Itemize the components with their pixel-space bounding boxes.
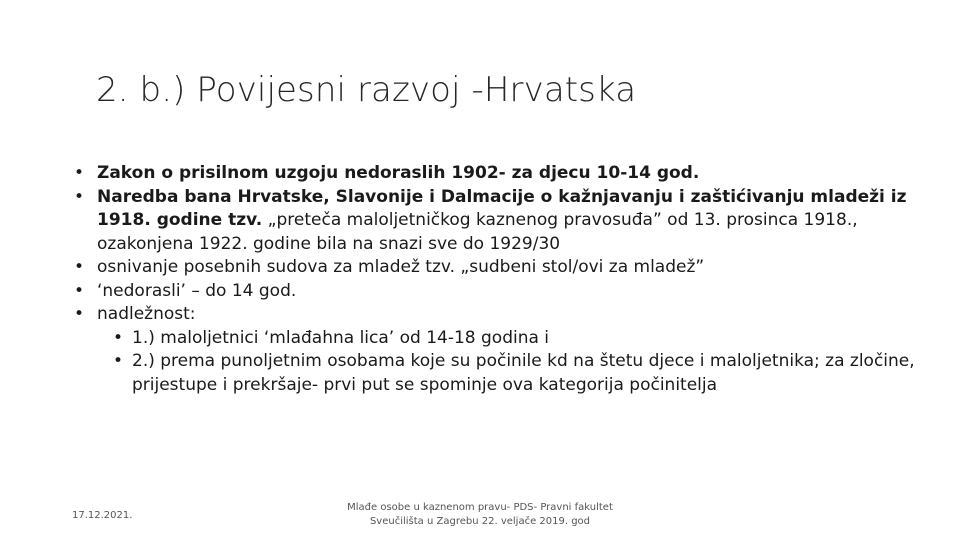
bullet-text: osnivanje posebnih sudova za mladež tzv. „sudbeni stol/ovi za mladež” — [97, 257, 705, 277]
sub-bullet-item — [113, 327, 924, 351]
slide-body — [74, 162, 924, 397]
sub-bullet-list — [113, 327, 924, 398]
bullet-text-bold: Naredba bana Hrvatske, Slavonije i Dalmacije o kažnjavanju i zaštićivanju mladeži iz 1918. godine tzv. — [97, 186, 907, 230]
sub-bullet-text: 1.) maloljetnici ‘mlađahna lica’ od 14-18 godina i — [132, 327, 550, 348]
sub-bullet-item — [113, 350, 924, 397]
sub-bullet-text: 2.) prema punoljetnim osobama koje su počinile kd na štetu djece i maloljetnika; za zločine, prijestupe i prekršaje- prvi put se spominje ova kategorija počinitelja — [132, 351, 915, 395]
bullet-text: nadležnost: — [97, 304, 196, 324]
bullet-item — [74, 186, 924, 257]
footer-caption — [320, 501, 640, 529]
footer-line-2: Sveučilišta u Zagrebu 22. veljače 2019. god — [369, 516, 591, 527]
slide-title: 2. b.) Povijesni razvoj -Hrvatska — [96, 70, 637, 110]
bullet-text: ‘nedorasli’ – do 14 god. — [97, 280, 297, 301]
bullet-text: Zakon o prisilnom uzgoju nedoraslih 1902- za djecu 10-14 god. — [97, 163, 700, 183]
bullet-list — [74, 162, 924, 397]
bullet-item — [74, 162, 924, 186]
footer-date: 17.12.2021. — [72, 510, 133, 521]
footer-line-1: Mlađe osobe u kaznenom pravu- PDS- Pravni fakultet — [347, 502, 613, 513]
bullet-item — [74, 303, 924, 397]
bullet-item — [74, 280, 924, 304]
bullet-text: „preteča maloljetničkog kaznenog pravosuđa” od 13. prosinca 1918., ozakonjena 1922. godine bila na snazi sve do 1929/30 — [97, 210, 858, 254]
bullet-item — [74, 256, 924, 280]
